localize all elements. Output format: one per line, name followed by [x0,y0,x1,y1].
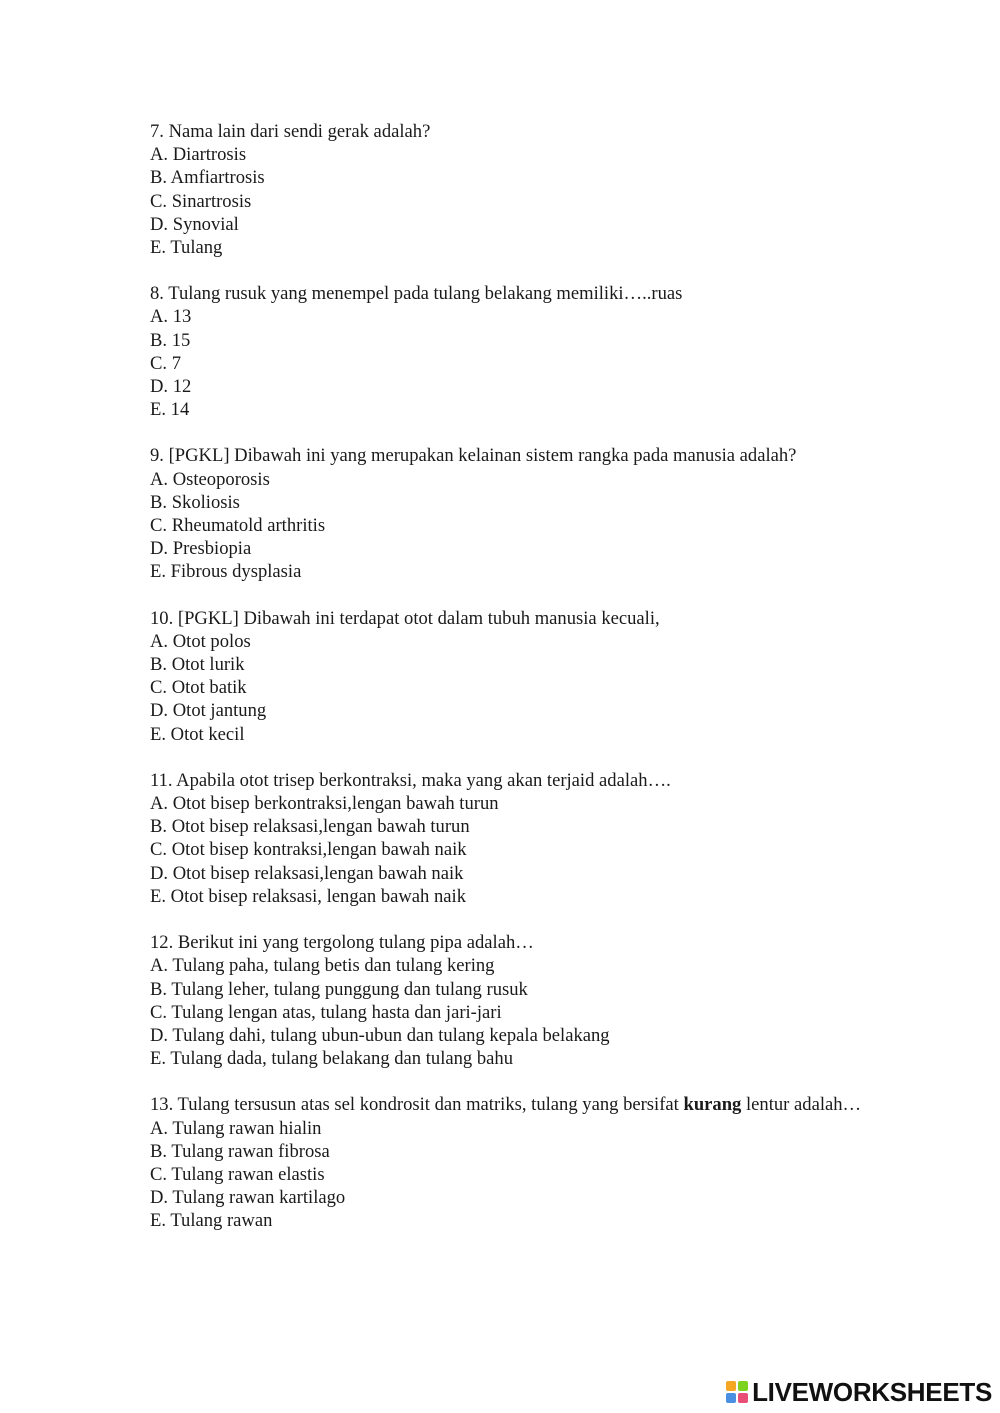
option-b: B. 15 [150,329,191,351]
option-e: E. Fibrous dysplasia [150,561,302,583]
option-b: B. Tulang rawan fibrosa [150,1140,330,1162]
question-text: 10. [PGKL] Dibawah ini terdapat otot dalam tubuh manusia kecuali, [150,607,660,629]
option-d: D. Otot jantung [150,700,267,722]
liveworksheets-logo-icon [726,1381,748,1403]
option-c: C. Sinartrosis [150,190,252,212]
option-a: A. Tulang rawan hialin [150,1117,322,1139]
option-b: B. Amfiartrosis [150,167,265,189]
option-d: D. Synovial [150,213,239,235]
option-c: C. Tulang lengan atas, tulang hasta dan jari-jari [150,1001,502,1023]
question-11 [150,769,870,908]
logo-tile [738,1381,748,1391]
logo-tile [738,1393,748,1403]
option-a: A. 13 [150,306,192,328]
option-d: D. Presbiopia [150,538,252,560]
option-c: C. 7 [150,352,181,374]
option-d: D. Tulang rawan kartilago [150,1187,346,1209]
liveworksheets-brand[interactable] [726,1376,992,1407]
option-a: A. Otot bisep berkontraksi,lengan bawah turun [150,793,499,815]
option-b: B. Otot lurik [150,654,245,676]
option-d: D. 12 [150,376,192,398]
option-e: E. Otot kecil [150,723,245,745]
option-a: A. Osteoporosis [150,468,270,490]
question-7 [150,120,870,259]
question-text: 9. [PGKL] Dibawah ini yang merupakan kelainan sistem rangka pada manusia adalah? [150,445,797,467]
option-d: D. Tulang dahi, tulang ubun-ubun dan tulang kepala belakang [150,1024,610,1046]
question-text-end: lentur adalah… [741,1094,862,1116]
option-a: A. Tulang paha, tulang betis dan tulang kering [150,955,495,977]
question-text-start: 13. Tulang tersusun atas sel kondrosit dan matriks, tulang yang bersifat [150,1094,684,1116]
option-e: E. 14 [150,399,190,421]
question-8 [150,282,870,421]
option-b: B. Otot bisep relaksasi,lengan bawah turun [150,816,470,838]
option-e: E. Tulang [150,237,223,259]
option-a: A. Otot polos [150,630,251,652]
logo-tile [726,1393,736,1403]
question-text: 11. Apabila otot trisep berkontraksi, maka yang akan terjaid adalah…. [150,769,671,791]
question-text-emphasis: kurang [683,1094,742,1116]
question-text: 12. Berikut ini yang tergolong tulang pipa adalah… [150,932,534,954]
question-text: 8. Tulang rusuk yang menempel pada tulang belakang memiliki…..ruas [150,283,683,305]
question-13 [150,1093,870,1232]
option-c: C. Rheumatold arthritis [150,515,326,537]
question-9 [150,444,870,583]
question-12 [150,931,870,1070]
option-c: C. Otot bisep kontraksi,lengan bawah naik [150,839,467,861]
option-e: E. Otot bisep relaksasi, lengan bawah naik [150,885,467,907]
option-d: D. Otot bisep relaksasi,lengan bawah naik [150,862,464,884]
option-e: E. Tulang dada, tulang belakang dan tulang bahu [150,1048,514,1070]
logo-tile [726,1381,736,1391]
question-text: 7. Nama lain dari sendi gerak adalah? [150,121,431,142]
option-c: C. Tulang rawan elastis [150,1163,325,1185]
option-a: A. Diartrosis [150,144,247,166]
brand-name: LIVEWORKSHEETS [752,1376,992,1407]
option-b: B. Tulang leher, tulang punggung dan tulang rusuk [150,978,528,1000]
option-b: B. Skoliosis [150,491,240,513]
option-e: E. Tulang rawan [150,1210,273,1232]
worksheet-page [150,120,870,1256]
option-c: C. Otot batik [150,677,247,699]
question-10 [150,607,870,746]
question-text [150,1093,870,1116]
